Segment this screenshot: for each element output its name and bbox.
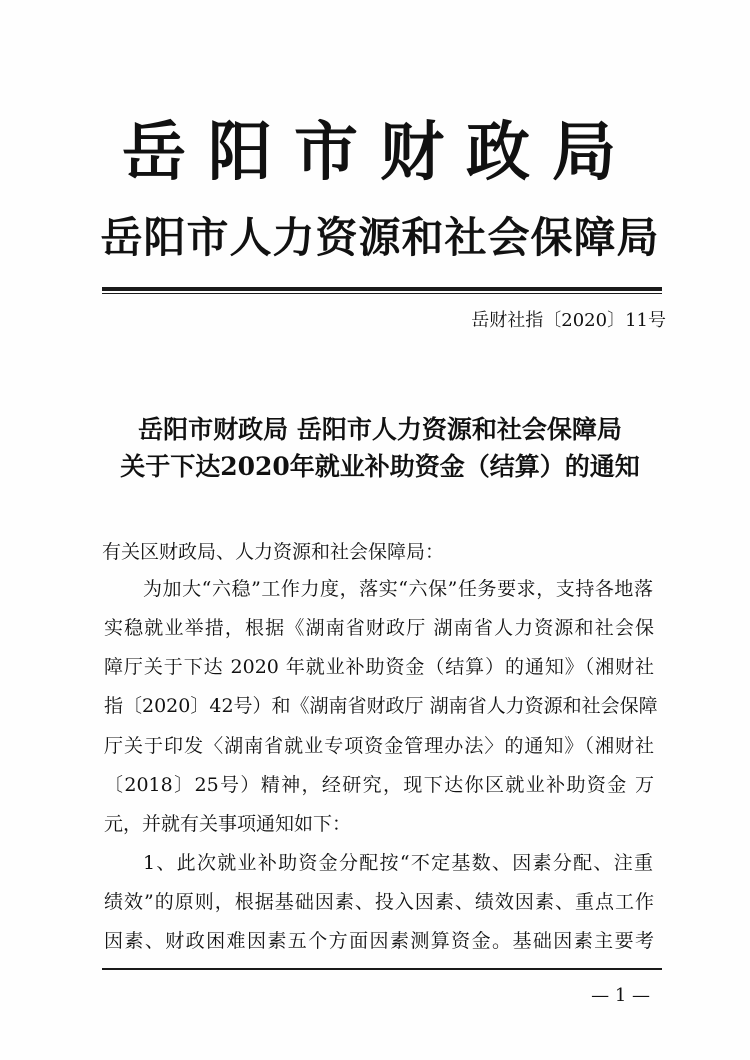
notice-title-line-2: 关于下达2020年就业补助资金（结算）的通知 (120, 452, 640, 481)
issuing-org-title: 岳阳市财政局 (122, 115, 638, 190)
salutation: 有关区财政局、人力资源和社会保障局： (102, 541, 445, 563)
issuing-org-subtitle: 岳阳市人力资源和社会保障局 (100, 213, 660, 262)
page-number: — 1 — (591, 985, 650, 1006)
header-divider-thin (102, 293, 662, 294)
body-line: 1、此次就业补助资金分配按“不定基数、因素分配、注重 (143, 852, 653, 874)
body-line: 实稳就业举措，根据《湖南省财政厅 湖南省人力资源和社会保 (104, 617, 654, 639)
body-line: 指〔2020〕42号）和《湖南省财政厅 湖南省人力资源和社会保障 (104, 695, 658, 717)
body-line: 障厅关于下达 2020 年就业补助资金（结算）的通知》（湘财社 (104, 656, 654, 678)
body-line: 元，并就有关事项通知如下： (104, 813, 352, 835)
body-line: 厅关于印发〈湖南省就业专项资金管理办法〉的通知》（湘财社 (104, 735, 654, 757)
header-divider-thick (102, 287, 662, 291)
notice-title-line-1: 岳阳市财政局 岳阳市人力资源和社会保障局 (138, 415, 622, 444)
body-line: 为加大“六稳”工作力度，落实“六保”任务要求，支持各地落 (143, 578, 653, 600)
body-line: 因素、财政困难因素五个方面因素测算资金。基础因素主要考 (104, 930, 654, 952)
body-line: 〔2018〕25号）精神，经研究，现下达你区就业补助资金 万 (104, 774, 654, 796)
footer-divider (102, 968, 662, 970)
document-number: 岳财社指〔2020〕11号 (471, 310, 666, 331)
body-line: 绩效”的原则，根据基础因素、投入因素、绩效因素、重点工作 (104, 891, 654, 913)
